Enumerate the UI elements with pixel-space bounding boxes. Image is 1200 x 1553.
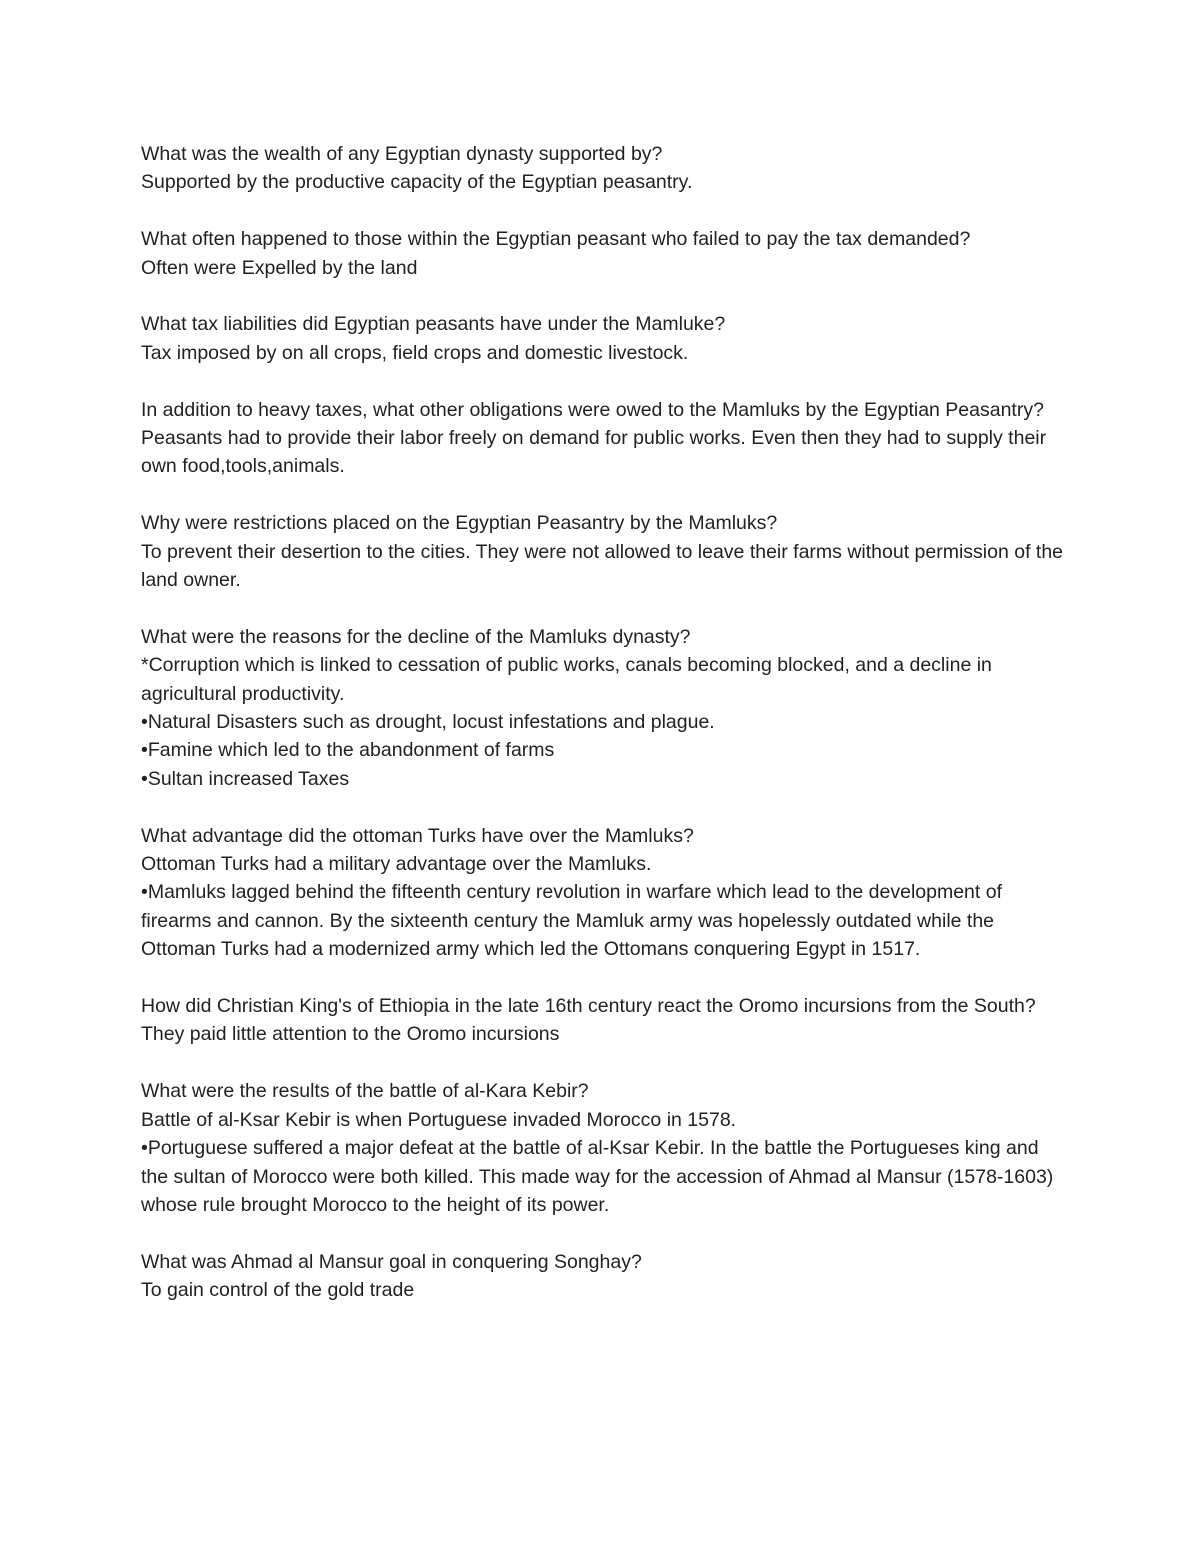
answer-text: Often were Expelled by the land — [141, 256, 418, 279]
answer-text: Tax imposed by on all crops, field crops and domestic livestock. — [141, 341, 689, 364]
answer-bullet: •Portuguese suffered a major defeat at the battle of al-Ksar Kebir. In the battle the Portugueses king and the sultan of Morocco were both killed. This made way for the accession of Ahmad al Mansur (1578-1603) whose rule brought Morocco to the height of its power. — [141, 1137, 1054, 1216]
question-text: What often happened to those within the Egyptian peasant who failed to pay the tax demanded? — [141, 228, 971, 251]
answer-text: Ottoman Turks had a military advantage over the Mamluks. — [141, 853, 652, 876]
qa-block — [141, 310, 1071, 367]
answer-bullet: •Mamluks lagged behind the fifteenth century revolution in warfare which lead to the development of firearms and cannon. By the sixteenth century the Mamluk army was hopelessly outdated while the Ottoman Turks had a modernized army which led the Ottomans conquering Egypt in 1517. — [141, 881, 1002, 961]
answer-text: Peasants had to provide their labor freely on demand for public works. Even then they had to supply their own food,tools,animals. — [141, 427, 1047, 478]
qa-block — [141, 822, 1071, 964]
qa-block — [141, 623, 1071, 793]
qa-block — [141, 992, 1071, 1049]
qa-block — [141, 1077, 1071, 1219]
answer-text: *Corruption which is linked to cessation of public works, canals becoming blocked, and a decline in agricultural productivity. — [141, 654, 992, 705]
answer-text: They paid little attention to the Oromo incursions — [141, 1023, 560, 1046]
qa-block — [141, 396, 1071, 481]
question-text: Why were restrictions placed on the Egyptian Peasantry by the Mamluks? — [141, 512, 778, 535]
answer-bullet: •Sultan increased Taxes — [141, 767, 350, 790]
question-text: What were the results of the battle of al-Kara Kebir? — [141, 1080, 589, 1103]
answer-text: To gain control of the gold trade — [141, 1279, 415, 1302]
document-page — [141, 140, 1071, 1333]
question-text: In addition to heavy taxes, what other obligations were owed to the Mamluks by the Egyptian Peasantry? — [141, 398, 1044, 421]
question-text: What was the wealth of any Egyptian dynasty supported by? — [141, 143, 663, 165]
answer-text: To prevent their desertion to the cities. They were not allowed to leave their farms without permission of the land owner. — [141, 540, 1064, 592]
question-text: What tax liabilities did Egyptian peasants have under the Mamluke? — [141, 313, 726, 336]
answer-bullet: •Natural Disasters such as drought, locust infestations and plague. — [141, 711, 715, 734]
qa-block — [141, 1248, 1071, 1305]
question-text: What advantage did the ottoman Turks have over the Mamluks? — [141, 824, 694, 847]
answer-bullet: •Famine which led to the abandonment of farms — [141, 739, 555, 762]
qa-block — [141, 509, 1071, 594]
question-text: How did Christian King's of Ethiopia in the late 16th century react the Oromo incursions from the South? — [141, 995, 1036, 1018]
qa-block — [141, 140, 1071, 197]
answer-text: Battle of al-Ksar Kebir is when Portuguese invaded Morocco in 1578. — [141, 1108, 737, 1131]
question-text: What were the reasons for the decline of the Mamluks dynasty? — [141, 625, 691, 648]
qa-block — [141, 225, 1071, 282]
question-text: What was Ahmad al Mansur goal in conquering Songhay? — [141, 1250, 642, 1273]
answer-text: Supported by the productive capacity of the Egyptian peasantry. — [141, 171, 693, 194]
